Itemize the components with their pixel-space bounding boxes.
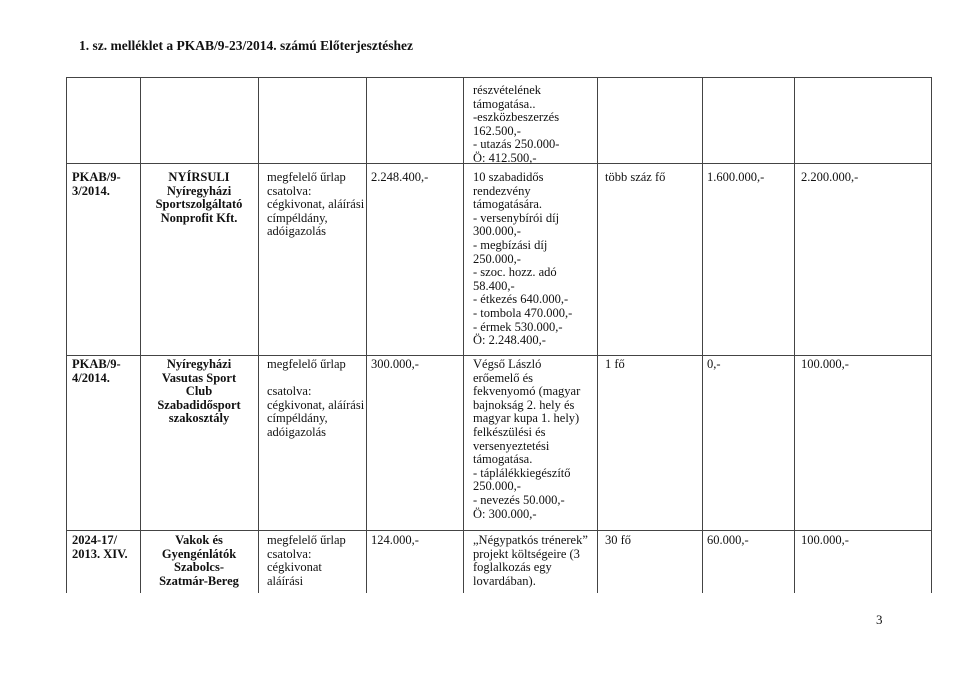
text-line: 3/2014. [72,183,110,198]
row1-own-contribution: 1.600.000,- [707,170,765,184]
text-line: támogatására. [473,197,543,212]
text-line: Sportszolgáltató [155,197,243,212]
row3-own-contribution: 60.000,- [707,533,749,547]
text-line: - érmek 530.000,- [473,319,563,334]
text-line: Szabadidősport [157,397,241,412]
row2-total: 100.000,- [801,357,849,371]
row1-participants: több száz fő [605,170,666,184]
text-line: 2013. XIV. [72,546,128,561]
row3-purpose [473,534,588,588]
grid-line-row2 [66,355,932,356]
text-line: projekt költségeire (3 [473,546,580,561]
row2-amount: 300.000,- [371,357,419,371]
text-line: Vakok és [175,533,223,547]
text-line: - tombola 470.000,- [473,305,573,320]
text-line: címpéldány, [267,210,328,225]
text-line: 250.000,- [473,479,521,494]
text-line: cégkivonat [267,560,322,575]
text-line: Szabolcs- [174,560,224,575]
purpose-continuation [473,84,559,166]
text-line: 4/2014. [72,370,110,385]
row2-organization [140,358,258,426]
text-line: támogatása. [473,452,533,467]
grid-col-5 [597,77,598,593]
grid-line-row3 [66,530,932,531]
text-line: Ö: 300.000,- [473,506,537,521]
text-line: - megbízási díj [473,237,548,252]
row2-documents [267,358,364,440]
text-line: magyar kupa 1. hely) [473,411,580,426]
text-line: - táplálékkiegészítő [473,465,571,480]
text-line: 250.000,- [473,251,521,266]
text-line: címpéldány, [267,411,328,426]
text-line: megfelelő űrlap [267,170,346,184]
grid-line-top [66,77,932,78]
text-line: -eszközbeszerzés [473,110,560,125]
text-line: szakosztály [168,411,230,426]
text-line: 162.500,- [473,123,521,138]
text-line: Végső László [473,357,542,371]
row2-participants: 1 fő [605,357,625,371]
row2-own-contribution: 0,- [707,357,721,371]
text-line: megfelelő űrlap [267,357,346,371]
page-number: 3 [876,612,883,627]
text-line: cégkivonat, aláírási [267,397,365,412]
row3-id [72,534,128,561]
row3-documents [267,534,346,588]
text-line: csatolva: [267,546,312,561]
text-line: adóigazolás [267,224,327,239]
text-line: csatolva: [267,183,312,198]
row3-participants: 30 fő [605,533,632,547]
text-line: 58.400,- [473,278,515,293]
row1-documents [267,171,364,239]
row1-id [72,171,121,198]
text-line: felkészülési és [473,424,546,439]
grid-col-6 [702,77,703,593]
text-line: 2024-17/ [72,533,118,547]
page-title: 1. sz. melléklet a PKAB/9-23/2014. számú Előterjesztéshez [79,38,414,53]
text-line: Nyíregyházi [166,183,232,198]
text-line: - nevezés 50.000,- [473,492,565,507]
text-line: - versenybírói díj [473,210,560,225]
text-line: PKAB/9- [72,170,121,184]
row3-total: 100.000,- [801,533,849,547]
text-line: támogatása.. [473,96,536,111]
text-line: - utazás 250.000- [473,137,560,152]
text-line: Club [185,384,213,399]
text-line: 300.000,- [473,224,521,239]
text-line: Vasutas Sport [161,370,237,385]
grid-col-8 [931,77,932,593]
text-line: Ö: 2.248.400,- [473,333,546,348]
row2-id [72,358,121,385]
row2-purpose [473,358,580,521]
text-line: Szatmár-Bereg [159,573,239,588]
grid-col-3 [366,77,367,593]
text-line [267,372,364,386]
row3-organization [140,534,258,588]
text-line: erőemelő és [473,370,534,385]
row1-purpose [473,171,572,348]
text-line: bajnokság 2. hely és [473,397,575,412]
text-line: Gyengénlátók [161,546,237,561]
grid-col-1 [140,77,141,593]
row1-total: 2.200.000,- [801,170,859,184]
text-line: adóigazolás [267,424,327,439]
text-line: „Négypatkós trénerek” [473,533,588,547]
text-line: PKAB/9- [72,357,121,371]
text-line: fekvenyomó (magyar [473,384,581,399]
text-line: Ö: 412.500,- [473,150,537,165]
text-line: csatolva: [267,384,312,399]
grid-col-7 [794,77,795,593]
text-line: Nyíregyházi [166,357,232,371]
grid-col-2 [258,77,259,593]
text-line: megfelelő űrlap [267,533,346,547]
text-line: Nonprofit Kft. [160,210,238,225]
text-line: - étkezés 640.000,- [473,292,569,307]
row3-amount: 124.000,- [371,533,419,547]
text-line: 10 szabadidős [473,170,544,184]
grid-col-0 [66,77,67,593]
row1-organization [140,171,258,225]
text-line: versenyeztetési [473,438,550,453]
row1-amount: 2.248.400,- [371,170,429,184]
text-line: NYÍRSULI [168,170,230,184]
text-line: rendezvény [473,183,531,198]
grid-col-4 [463,77,464,593]
text-line: foglalkozás egy [473,560,552,575]
text-line: - szoc. hozz. adó [473,265,557,280]
text-line: lovardában). [473,573,536,588]
text-line: cégkivonat, aláírási [267,197,365,212]
text-line: aláírási [267,573,304,588]
text-line: részvételének [473,83,542,97]
